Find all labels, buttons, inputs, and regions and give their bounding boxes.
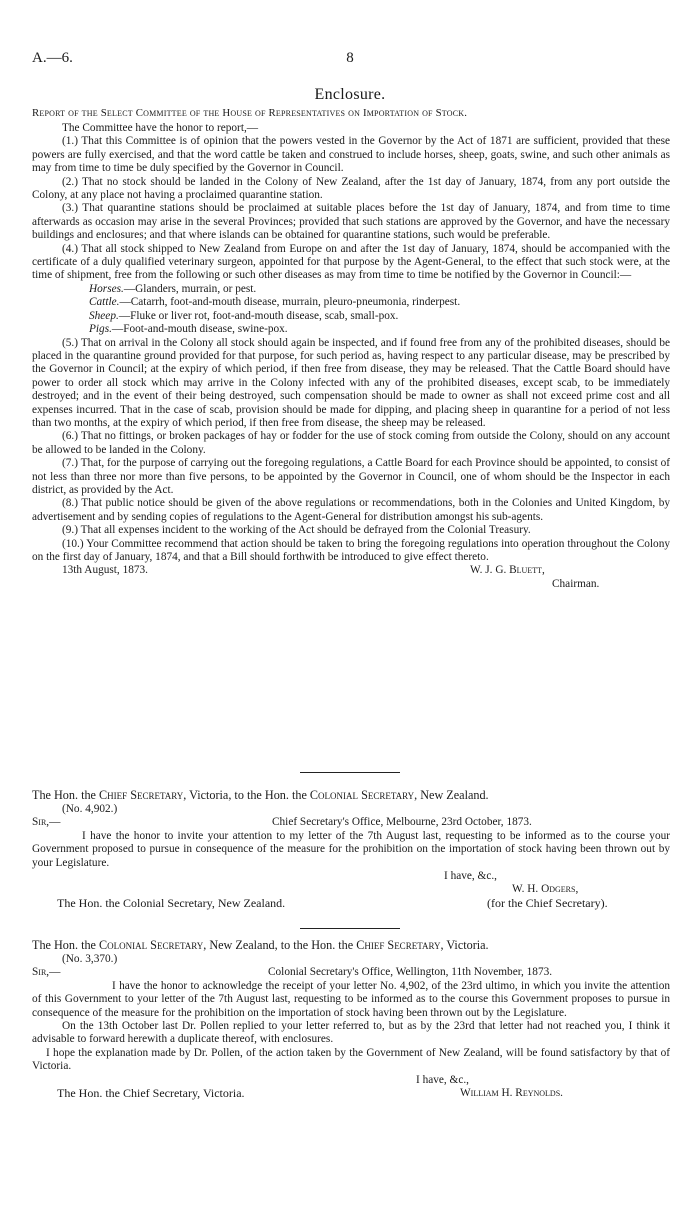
letter-salutation: Sir,— xyxy=(32,966,61,979)
disease-animal: Sheep. xyxy=(89,309,119,322)
report-signature-line xyxy=(32,564,670,577)
disease-item xyxy=(32,323,670,336)
letter-signer: William H. Reynolds. xyxy=(460,1087,563,1100)
letter-close: I have, &c., xyxy=(444,870,498,883)
enclosure-title: Enclosure. xyxy=(314,86,386,103)
disease-item xyxy=(32,310,670,323)
report-title: Report of the Select Committee of the House of Representatives on Importation of Stock. xyxy=(32,107,468,119)
letter-office-date: Colonial Secretary's Office, Wellington, 11th November, 1873. xyxy=(268,966,553,979)
disease-item xyxy=(32,283,670,296)
report-paragraph-10: (10.) Your Committee recommend that action should be taken to bring the foregoing regulations into operation throughout the Colony on the first day of January, 1874, and that a Bill should forthwith be introduced to give effect thereto. xyxy=(32,537,670,563)
report-paragraph-6: (6.) That no fittings, or broken packages of hay or fodder for the use of stock coming from outside the Colony, should on any account be allowed to be landed in the Colony. xyxy=(32,430,670,456)
disease-item xyxy=(32,296,670,309)
disease-animal: Horses. xyxy=(89,282,124,295)
letter-close-row xyxy=(32,1074,670,1087)
letter-new-zealand xyxy=(32,938,670,1102)
letter-salutation-row xyxy=(32,816,670,829)
disease-list: —Fluke or liver rot, foot-and-mouth disease, scab, small-pox. xyxy=(118,309,399,322)
disease-animal: Cattle. xyxy=(89,296,120,309)
letter-number: (No. 3,370.) xyxy=(62,953,118,965)
report-date: 13th August, 1873. xyxy=(62,564,148,577)
section-divider xyxy=(300,772,400,773)
report-signer: W. J. G. Bluett, xyxy=(470,564,545,577)
letter-close: I have, &c., xyxy=(416,1073,470,1086)
disease-list: —Glanders, murrain, or pest. xyxy=(123,282,257,295)
letter-body: I hope the explanation made by Dr. Pollen, of the action taken by the Government of New Zealand, will be found satisfactory by that of Victoria. xyxy=(32,1046,670,1073)
report-paragraph-8: (8.) That public notice should be given of the above regulations or recommendations, both in the Colonies and United Kingdom, by advertisement and by sending copies of regulations to the Agent-General for distribution amongst his sub-agents. xyxy=(32,497,670,523)
report-paragraph-5: (5.) That on arrival in the Colony all stock should again be inspected, and if found free from any of the prohibited diseases, should be placed in the quarantine ground provided for that purpose, for such period as, having respect to any particular disease, may be prescribed by the Governor in Council; at the expiry of which period, if then free from disease, they may be released. That the Cattle Board should have power to order all stock which may arrive in the Colony infected with any of the prohibited diseases, except scab, to be immediately destroyed; and in the event of their being destroyed, such compensation should be made to owner as shall not exceed prime cost and all expenses incurred. That in the case of scab, provision should be made for dipping, and placing sheep in quarantine for a period of not less than two months, at the expiry of which period, if then free from disease, the sheep may be released. xyxy=(32,336,670,429)
document-reference: A.—6. xyxy=(32,50,73,66)
letter-signer-note: (for the Chief Secretary). xyxy=(487,895,608,910)
report-signer-role: Chairman. xyxy=(552,577,600,590)
report-intro: The Committee have the honor to report,— xyxy=(62,122,259,134)
letter-signer-row xyxy=(32,883,670,896)
letter-salutation-row xyxy=(32,966,670,979)
report-paragraph-4: (4.) That all stock shipped to New Zealand from Europe on and after the 1st day of January, 1874, should be accompanied with the certificate of a duly qualified veterinary surgeon, appointed for that purpose by the Agent-General, to the effect that such stock were, at the time of shipment, free from the following or such other diseases as may from time to time be notified by the Governor in Council:— xyxy=(32,242,670,282)
page-number: 8 xyxy=(346,50,354,66)
report-paragraph-9: (9.) That all expenses incident to the working of the Act should be defrayed from the Colonial Treasury. xyxy=(62,524,531,537)
report-paragraph-2: (2.) That no stock should be landed in the Colony of New Zealand, after the 1st day of January, 1874, from any port outside the Colony, at any place not having a proclaimed quarantine station. xyxy=(32,175,670,202)
letter-addressee: The Hon. the Chief Secretary, Victoria. xyxy=(57,1086,245,1101)
letter-body: I have the honor to invite your attention to my letter of the 7th August last, requesting to be informed as to the course your Government proposed to pursue in consequence of the measure for the prohibition on the importation of stock having been thrown out by your Legislature. xyxy=(32,829,670,869)
report-paragraph-3: (3.) That quarantine stations should be proclaimed at suitable places before the 1st day of January, 1874, and from time to time afterwards as occasion may arise in the several Provinces; provided that such stations are approved by the Governor, and have the necessary buildings and enclosures; and that where islands can be obtained for quarantine stations, such would be preferable. xyxy=(32,202,670,242)
letter-heading: The Hon. the Chief Secretary, Victoria, to the Hon. the Colonial Secretary, New Zealand. xyxy=(32,788,489,802)
letter-addressee-row xyxy=(32,1087,670,1102)
report-body xyxy=(32,122,670,591)
letter-signer: W. H. Odgers, xyxy=(512,883,579,896)
letter-office-date: Chief Secretary's Office, Melbourne, 23rd October, 1873. xyxy=(272,816,532,829)
letter-addressee-row xyxy=(32,897,670,912)
letter-body: I have the honor to acknowledge the receipt of your letter No. 4,902, of the 23rd ultimo, in which you invite the attention of this Government to your letter of the 7th August last, requesting to be informed as to the course this Government proposes to pursue in consequence of the measure for the prohibition on the importation of stock having been thrown out by the Legislature. xyxy=(32,979,670,1019)
letter-salutation: Sir,— xyxy=(32,816,61,829)
report-role-line xyxy=(32,578,670,591)
letter-number: (No. 4,902.) xyxy=(62,803,118,815)
section-divider xyxy=(300,928,400,929)
report-paragraph-7: (7.) That, for the purpose of carrying out the foregoing regulations, a Cattle Board for each Province should be appointed, to consist of not less than three nor more than five persons, to be appointed by the Governor in Council, one of whom should be the Inspector in each district, as provided by the Act. xyxy=(32,457,670,496)
disease-list: —Foot-and-mouth disease, swine-pox. xyxy=(111,323,288,336)
disease-list: —Catarrh, foot-and-mouth disease, murrain, pleuro-pneumonia, rinderpest. xyxy=(119,296,461,309)
disease-animal: Pigs. xyxy=(89,323,112,336)
letter-heading: The Hon. the Colonial Secretary, New Zealand, to the Hon. the Chief Secretary, Victoria. xyxy=(32,938,489,952)
letter-addressee: The Hon. the Colonial Secretary, New Zealand. xyxy=(57,895,286,910)
letter-close-row xyxy=(32,870,670,883)
report-paragraph-1: (1.) That this Committee is of opinion that the powers vested in the Governor by the Act of 1871 are sufficient, provided that these powers are fully exercised, and that the word cattle be taken and construed to include horses, sheep, goats, swine, and such other animals as may from time to time be duly specified by the Governor in Council. xyxy=(32,135,670,175)
letter-body: On the 13th October last Dr. Pollen replied to your letter referred to, but as by the 23rd that letter had not reached you, I think it advisable to forward herewith a duplicate thereof, with enclosures. xyxy=(32,1020,670,1046)
letter-victoria xyxy=(32,788,670,912)
